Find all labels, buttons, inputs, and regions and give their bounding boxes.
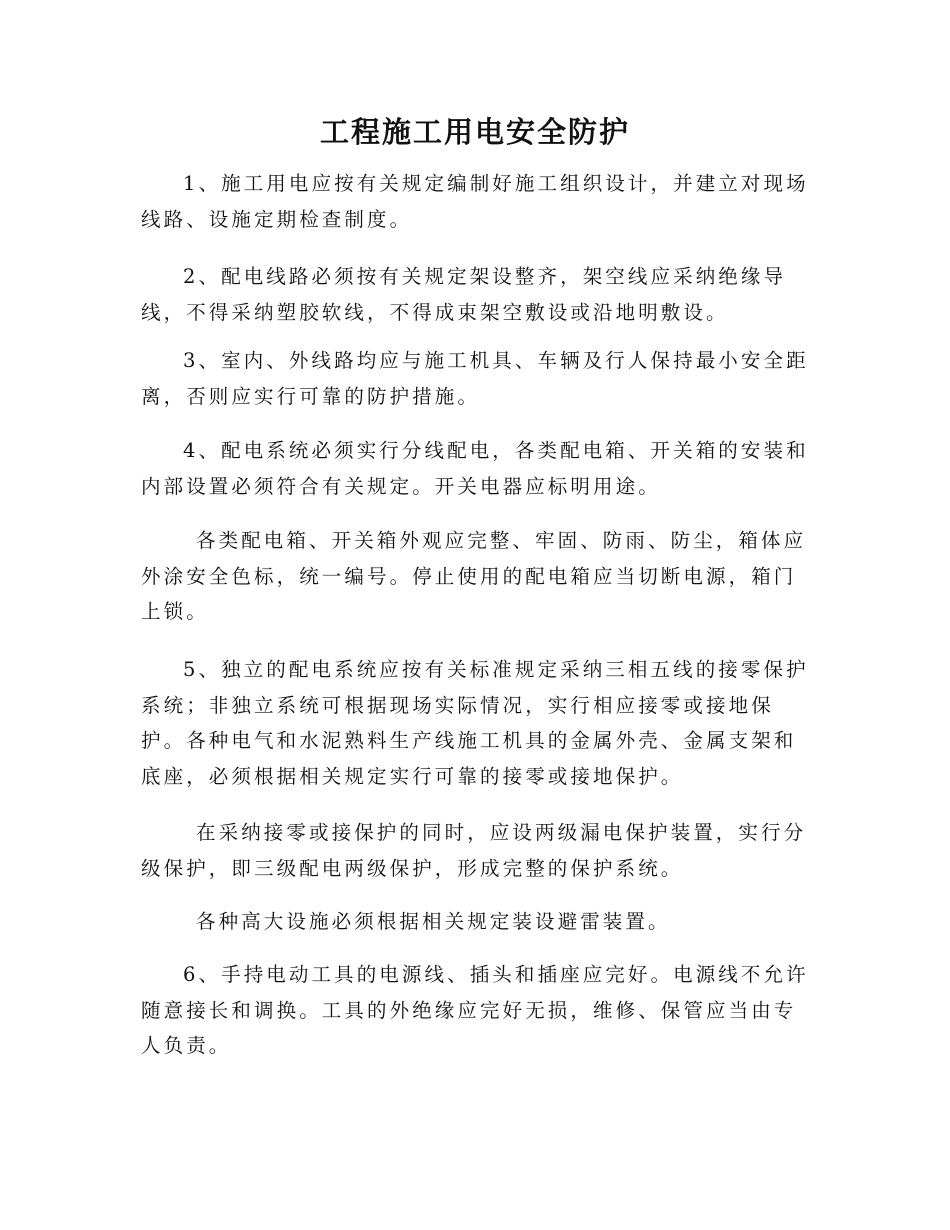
paragraph-6: 6、手持电动工具的电源线、插头和插座应完好。电源线不允许随意接长和调换。工具的外绝缘应完好无损，维修、保管应当由专人负责。 xyxy=(141,963,809,1057)
document-title: 工程施工用电安全防护 xyxy=(319,115,630,149)
paragraph-4-continued: 各类配电箱、开关箱外观应完整、牢固、防雨、防尘，箱体应外涂安全色标，统一编号。停止使用的配电箱应当切断电源，箱门上锁。 xyxy=(141,529,807,623)
paragraph-5-continued: 在采纳接零或接保护的同时，应设两级漏电保护装置，实行分级保护，即三级配电两级保护，形成完整的保护系统。 xyxy=(141,821,807,880)
paragraph-2: 2、配电线路必须按有关规定架设整齐，架空线应采纳绝缘导线，不得采纳塑胶软线，不得成束架空敷设或沿地明敷设。 xyxy=(141,265,787,324)
paragraph-3: 3、室内、外线路均应与施工机具、车辆及行人保持最小安全距离，否则应实行可靠的防护措施。 xyxy=(141,349,809,408)
paragraph-1: 1、施工用电应按有关规定编制好施工组织设计，并建立对现场线路、设施定期检查制度。 xyxy=(141,172,809,231)
paragraph-4: 4、配电系统必须实行分线配电，各类配电箱、开关箱的安装和内部设置必须符合有关规定。开关电器应标明用途。 xyxy=(141,439,809,498)
paragraph-5-lightning: 各种高大设施必须根据相关规定装设避雷装置。 xyxy=(196,910,671,933)
paragraph-5: 5、独立的配电系统应按有关标准规定采纳三相五线的接零保护系统；非独立系统可根据现场实际情况，实行相应接零或接地保护。各种电气和水泥熟料生产线施工机具的金属外壳、金属支架和底座，必须根据相关规定实行可靠的接零或接地保护。 xyxy=(141,658,809,788)
